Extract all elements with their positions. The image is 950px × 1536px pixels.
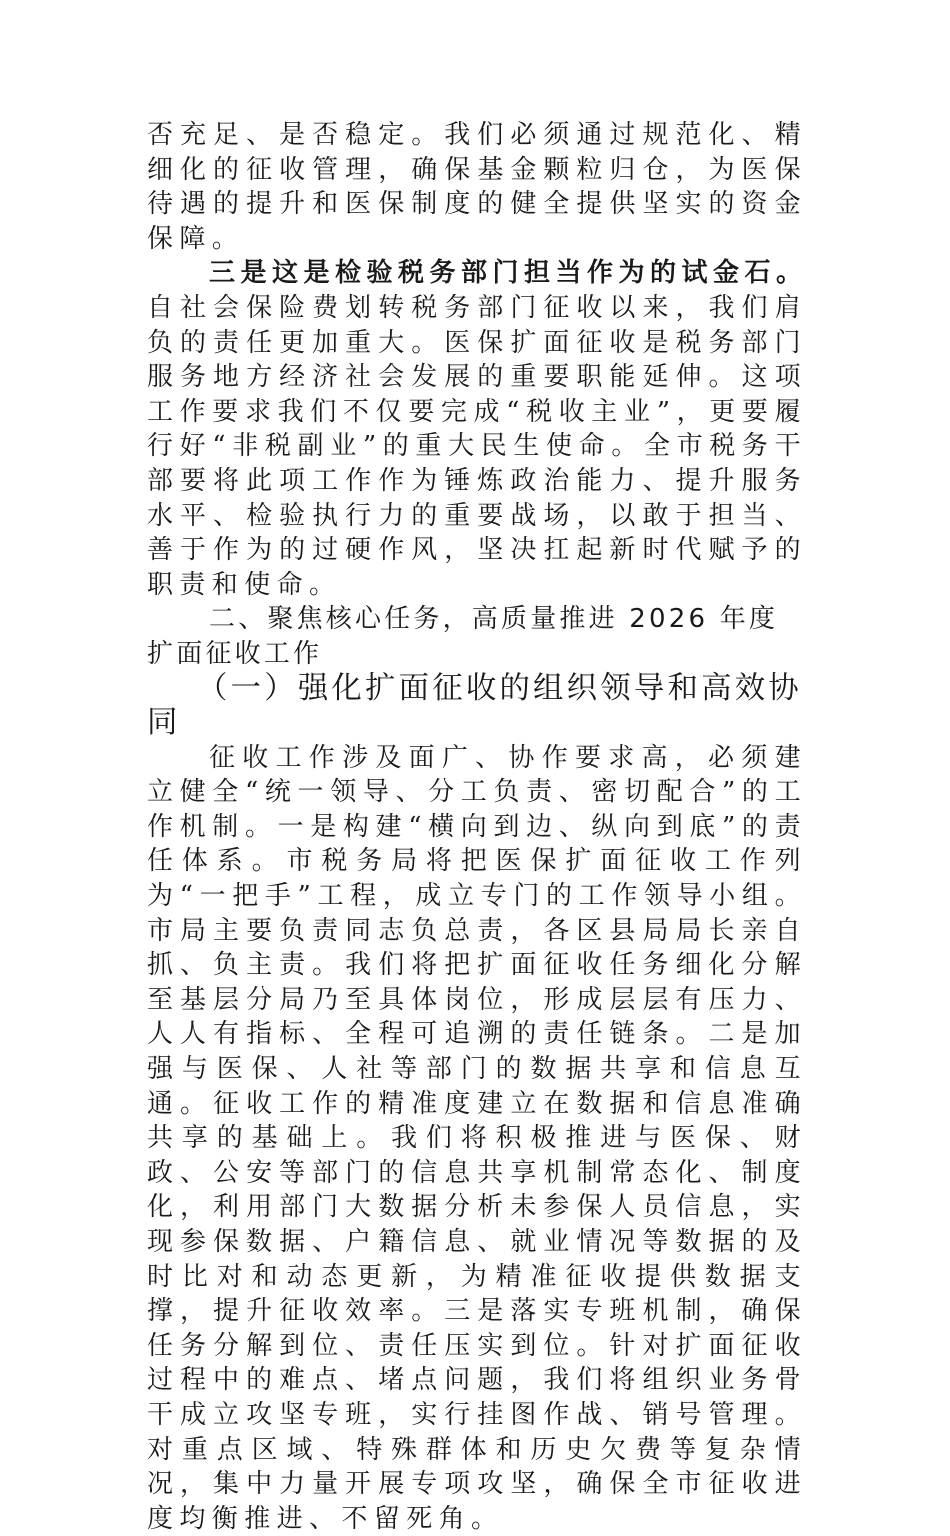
paragraph-lead-bold: 三是这是检验税务部门担当作为的试金石。 bbox=[209, 258, 807, 289]
document-page bbox=[147, 118, 807, 1536]
paragraph-body-text: 自社会保险费划转税务部门征收以来，我们肩负的责任更加重大。医保扩面征收是税务部门服务地方经济社会发展的重要职能延伸。这项工作要求我们不仅要完成“税收主业”，更要履行好“非税副业”的重大民生使命。全市税务干部要将此项工作作为锤炼政治能力、提升服务水平、检验执行力的重要战场，以敢于担当、善于作为的过硬作风，坚决扛起新时代赋予的职责和使命。 bbox=[147, 292, 807, 600]
paragraph-continuation: 否充足、是否稳定。我们必须通过规范化、精细化的征收管理，确保基金颗粒归仓，为医保待遇的提升和医保制度的健全提供坚实的资金保障。 bbox=[147, 120, 807, 254]
subsection-heading: （一）强化扩面征收的组织领导和高效协同 bbox=[147, 670, 802, 741]
paragraph-body: 征收工作涉及面广、协作要求高，必须建立健全“统一领导、分工负责、密切配合”的工作机制。一是构建“横向到边、纵向到底”的责任体系。市税务局将把医保扩面征收工作列为“一把手”工程，成立专门的工作领导小组。市局主要负责同志负总责，各区县局局长亲自抓、负主责。我们将把扩面征收任务细化分解至基层分局乃至具体岗位，形成层层有压力、人人有指标、全程可追溯的责任链条。二是加强与医保、人社等部门的数据共享和信息互通。征收工作的精准度建立在数据和信息准确共享的基础上。我们将积极推进与医保、财政、公安等部门的信息共享机制常态化、制度化，利用部门大数据分析未参保人员信息，实现参保数据、户籍信息、就业情况等数据的及时比对和动态更新，为精准征收提供数据支撑，提升征收效率。三是落实专班机制，确保任务分解到位、责任压实到位。针对扩面征收过程中的难点、堵点问题，我们将组织业务骨干成立攻坚专班，实行挂图作战、销号管理。对重点区域、特殊群体和历史欠费等复杂情况，集中力量开展专项攻坚，确保全市征收进度均衡推进、不留死角。 bbox=[147, 742, 807, 1534]
paragraph-point-three bbox=[147, 256, 807, 602]
section-heading: 二、聚焦核心任务，高质量推进 2026 年度扩面征收工作 bbox=[147, 604, 779, 669]
